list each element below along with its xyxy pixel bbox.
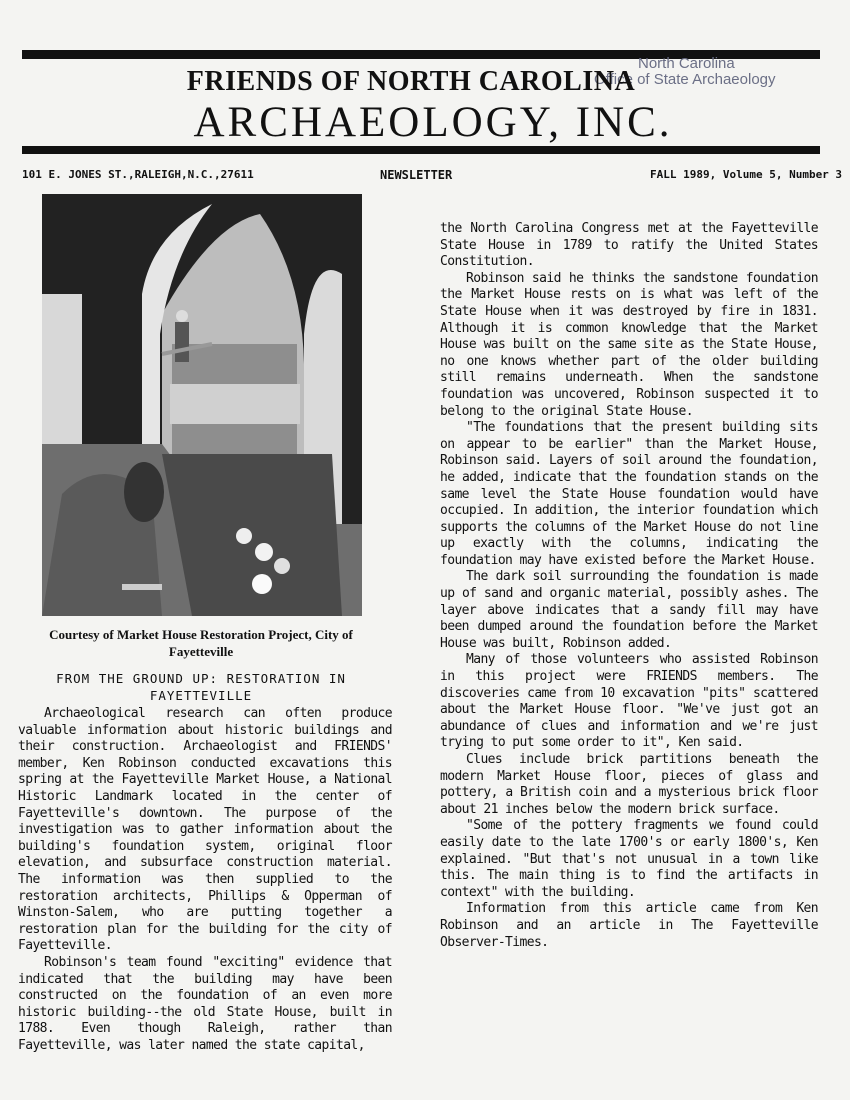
article-paragraph: "The foundations that the present building sits on appear to be earlier" than the Market House, Robinson said. Layers of soil around the foundation, he added, indicate that the foundation stands on the same level the State House foundation would have occupied. In addition, the interior foundation which supports the columns of the Market House do not line up exactly with the columns, indicating the foundation may have existed before the Market House. bbox=[440, 420, 818, 568]
article-paragraph: "Some of the pottery fragments we found could easily date to the late 1700's or early 1800's, Ken explained. "But that's not unusual in a town like this. The main thing is to find the artifacts in context" with the building. bbox=[440, 818, 818, 900]
article-paragraph: The dark soil surrounding the foundation is made up of sand and organic material, possibly ashes. The layer above indicates that a sandy fill may have been dumped around the foundation before the Market House was built, Robinson added. bbox=[440, 569, 818, 651]
article-headline: FROM THE GROUND UP: RESTORATION IN FAYETTEVILLE bbox=[56, 671, 346, 703]
article-paragraph: Many of those volunteers who assisted Robinson in this project were FRIENDS members. The discoveries came from 10 excavation "pits" scattered about the Market House floor. "We've just got an abundance of clues and information and we're just trying to put some order to it", Ken said. bbox=[440, 652, 818, 751]
masthead-org-name: FRIENDS OF NORTH CAROLINA bbox=[186, 66, 636, 97]
masthead-line-2 bbox=[0, 98, 850, 147]
stamp-line-2: Office of State Archaeology bbox=[594, 71, 776, 88]
photo-caption: Courtesy of Market House Restoration Project, City of Fayetteville bbox=[49, 627, 353, 659]
address: 101 E. JONES ST.,RALEIGH,N.C.,27611 bbox=[22, 168, 254, 181]
article-paragraph: Archaeological research can often produce valuable information about historic buildings and their construction. Archaeologist and FRIENDS' member, Ken Robinson conducted excavations this spring at the Fayetteville Market House, a National Historic Landmark located in the center of Fayetteville's downtown. The purpose of the investigation was to gather information about the building's foundation system, original floor elevation, and subsurface construction material. The information was then supplied to the restoration architects, Phillips & Opperman of Winston-Salem, who are putting together a restoration plan for the building for the city of Fayetteville. bbox=[18, 706, 392, 954]
article-paragraph: Robinson's team found "exciting" evidence that indicated that the building may have been constructed on the foundation of an even more historic building--the old State House, built in 1788. Even though Raleigh, rather than Fayetteville, was later named the state capital, bbox=[18, 954, 392, 1053]
article-left-column bbox=[18, 706, 392, 1054]
article-paragraph: the North Carolina Congress met at the Fayetteville State House in 1789 to ratify the United States Constitution. bbox=[440, 221, 818, 270]
article-right-column bbox=[440, 221, 818, 951]
article-paragraph: Information from this article came from Ken Robinson and an article in The Fayetteville Observer-Times. bbox=[440, 901, 818, 950]
article-paragraph: Robinson said he thinks the sandstone foundation the Market House rests on is what was left of the State House when it was destroyed by fire in 1831. Although it is common knowledge that the Market House was built on the same site as the State House, no one knows whether part of the older building still remains underneath. When the sandstone foundation was uncovered, Robinson suspected it to belong to the original State House. bbox=[440, 270, 818, 419]
newsletter-label: NEWSLETTER bbox=[380, 168, 453, 182]
issue-info: FALL 1989, Volume 5, Number 3 bbox=[650, 168, 843, 181]
archaeological-excavation-photo bbox=[42, 194, 362, 616]
excavation-photo-svg bbox=[42, 194, 362, 616]
masthead-org-suffix: ARCHAEOLOGY, INC. bbox=[193, 99, 673, 146]
masthead-line-1 bbox=[0, 66, 850, 98]
stamp-line-1: North Carolina bbox=[638, 55, 735, 72]
bottom-rule bbox=[22, 146, 820, 154]
article-paragraph: Clues include brick partitions beneath the modern Market House floor, pieces of glass and pottery, a British coin and a mysterious brick floor about 21 inches below the modern brick surface. bbox=[440, 752, 818, 817]
